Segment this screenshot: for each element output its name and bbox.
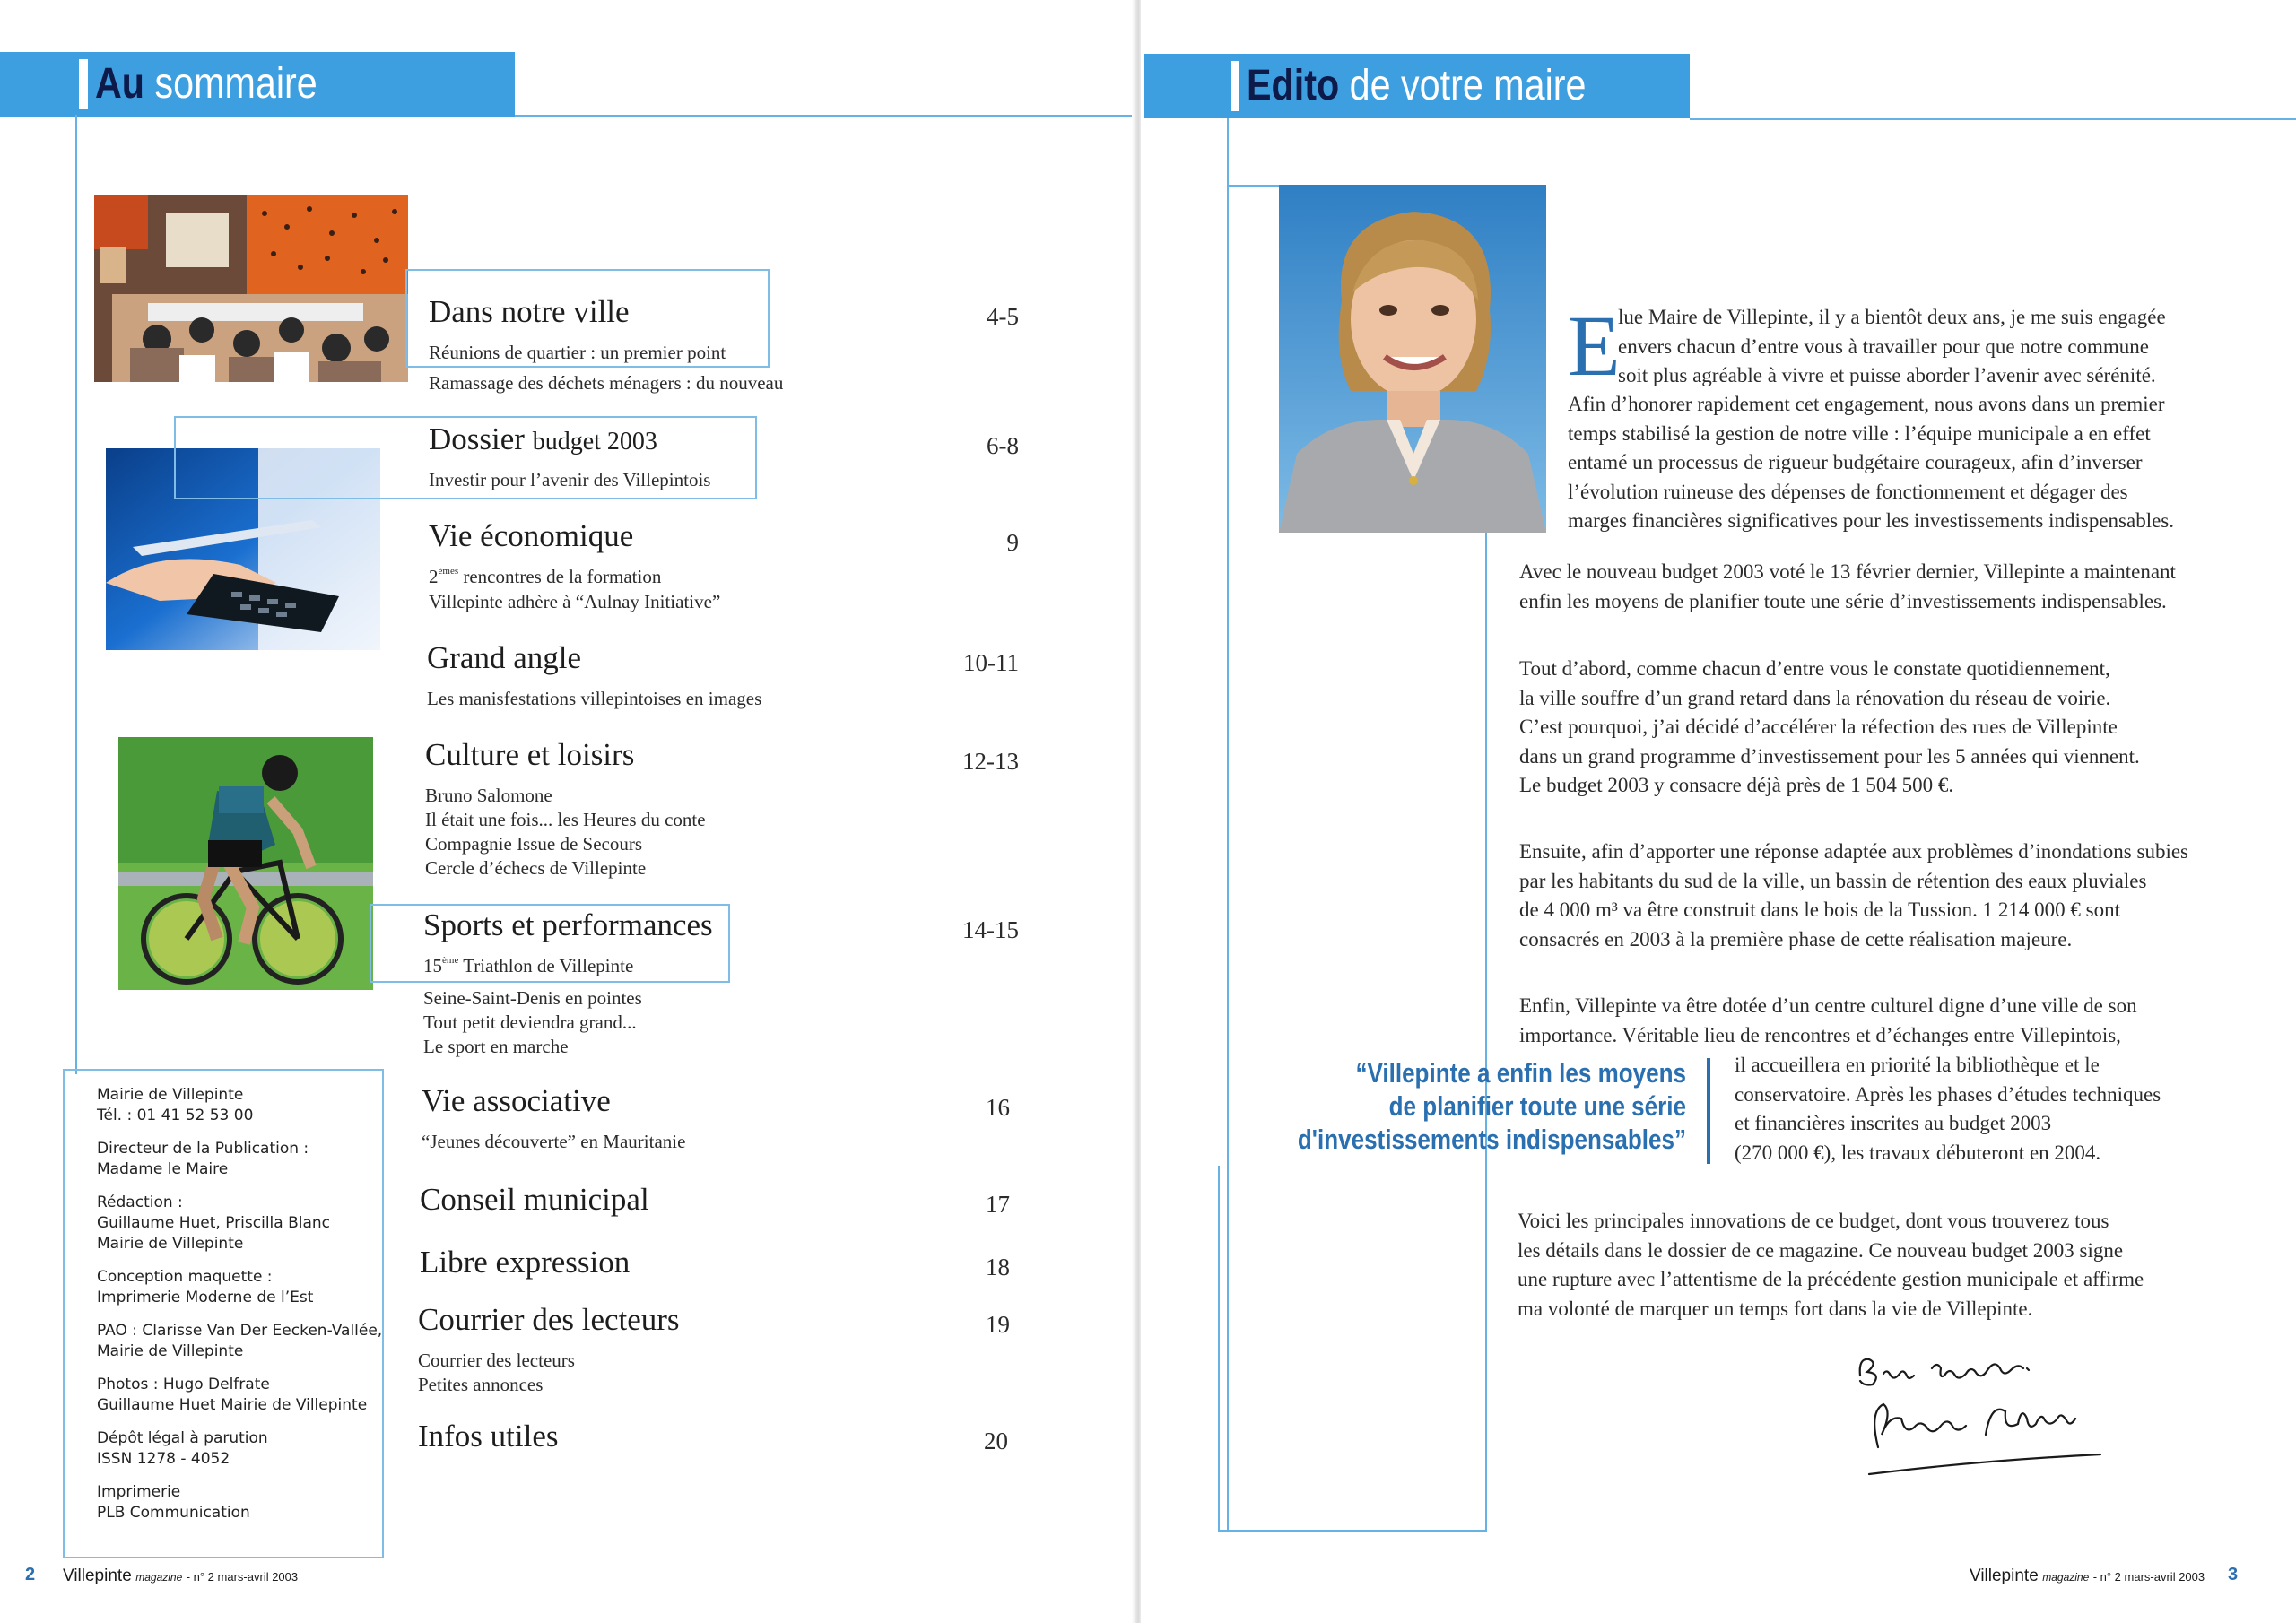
pull-quote: “Villepinte a enfin les moyens de planifier toute une série d'investissements indispensables”: [1297, 1057, 1686, 1155]
toc-title-culture-et-loisirs[interactable]: Culture et loisirs: [425, 737, 635, 772]
dropcap-letter: E: [1568, 298, 1621, 394]
toc-sub: Ramassage des déchets ménagers : du nouveau: [429, 372, 784, 394]
toc-sub: 2èmes rencontres de la formation: [429, 566, 662, 587]
banner-light-text: sommaire: [154, 60, 317, 108]
banner-strong-text: Edito: [1247, 62, 1340, 109]
toc-title-libre-expression[interactable]: Libre expression: [420, 1245, 631, 1280]
toc-page-number: 10-11: [963, 649, 1019, 676]
page-footer: Villepinte magazine - n° 2 mars-avril 2003: [1970, 1567, 2205, 1585]
toc-page-number: 14-15: [962, 916, 1019, 943]
edito-paragraph: Voici les principales innovations de ce budget, dont vous trouverez tous les détails dans le dossier de ce magazine. Ce nouveau budget 2003 signe une rupture avec l’attentisme de la précédente gestion municipale et affirme ma volonté de marquer un temps fort dans la vie de Villepinte.: [1518, 1210, 2144, 1320]
toc-sub: 15ème Triathlon de Villepinte: [423, 955, 634, 976]
banner-strong-text: Au: [95, 60, 145, 108]
credits-block: Conception maquette : Imprimerie Moderne de l’Est: [97, 1268, 314, 1306]
toc-sub: Réunions de quartier : un premier point: [429, 342, 726, 363]
toc-title-dans-notre-ville[interactable]: Dans notre ville: [429, 294, 630, 329]
toc-title-conseil-municipal[interactable]: Conseil municipal: [420, 1182, 649, 1217]
credits-block: Rédaction : Guillaume Huet, Priscilla Blanc Mairie de Villepinte: [97, 1193, 331, 1253]
left-page: [0, 0, 1137, 1623]
page-number: 3: [2228, 1565, 2239, 1584]
mayor-signature: [1851, 1349, 2111, 1483]
toc-title-sports-et-performances[interactable]: Sports et performances: [423, 907, 713, 942]
toc-title-grand-angle[interactable]: Grand angle: [427, 640, 582, 675]
toc-title-infos-utiles[interactable]: Infos utiles: [418, 1419, 559, 1454]
toc-sub: Courrier des lecteurs: [418, 1350, 575, 1371]
credits-block: PAO : Clarisse Van Der Eecken-Vallée, Mairie de Villepinte: [97, 1322, 383, 1360]
credits-block: Dépôt légal à parution ISSN 1278 - 4052: [97, 1429, 268, 1468]
credits-block: Mairie de Villepinte Tél. : 01 41 52 53 00: [97, 1086, 254, 1124]
edito-paragraph: Ensuite, afin d’apporter une réponse adaptée aux problèmes d’inondations subies par les habitants du sud de la ville, un bassin de rétention des eaux pluviales de 4 000 m³ va être construit dans le bois de la Tussion. 1 214 000 € sont consacrés en 2003 à la première phase de cette réalisation majeure.: [1519, 840, 2188, 950]
meeting-photo: [94, 195, 408, 382]
toc-page-number: 6-8: [987, 432, 1019, 459]
toc-sub: Le sport en marche: [423, 1036, 569, 1057]
banner-light-text: de votre maire: [1349, 62, 1587, 109]
toc-sub: Tout petit deviendra grand...: [423, 1011, 637, 1033]
toc-sub: Il était une fois... les Heures du conte: [425, 809, 706, 830]
page-footer: Villepinte magazine - n° 2 mars-avril 2003: [63, 1567, 299, 1585]
edito-banner: [1144, 54, 1690, 118]
edito-paragraph: Enfin, Villepinte va être dotée d’un centre culturel digne d’une ville de son importance. Véritable lieu de rencontres et d’échanges entre Villepintois,: [1519, 994, 2137, 1046]
edito-paragraph: Avec le nouveau budget 2003 voté le 13 février dernier, Villepinte a maintenant enfin les moyens de planifier toute une série d’investissements indispensables.: [1519, 560, 2176, 612]
toc-page-number: 17: [986, 1191, 1010, 1218]
toc-page-number: 19: [986, 1311, 1010, 1338]
toc-sub: Compagnie Issue de Secours: [425, 833, 643, 855]
toc-page-number: 4-5: [987, 303, 1019, 330]
page-number: 2: [25, 1565, 36, 1584]
toc-title-courrier-des-lecteurs[interactable]: Courrier des lecteurs: [418, 1302, 680, 1337]
toc-sub: Les manisfestations villepintoises en images: [427, 688, 762, 709]
toc-page-number: 18: [986, 1254, 1010, 1280]
credits-box: [97, 1085, 382, 1536]
credits-block: Photos : Hugo Delfrate Guillaume Huet Mairie de Villepinte: [97, 1376, 368, 1414]
edito-paragraph: Tout d’abord, comme chacun d’entre vous le constate quotidiennement, la ville souffre d’un grand retard dans la rénovation du réseau de voirie. C’est pourquoi, j’ai décidé d’accélérer la réfection des rues de Villepinte dans un grand programme d’investissement pour les 5 années qui viennent. Le budget 2003 y consacre déjà près de 1 504 500 €.: [1519, 657, 2140, 796]
credits-block: Directeur de la Publication : Madame le Maire: [97, 1140, 309, 1178]
toc-sub: Seine-Saint-Denis en pointes: [423, 987, 642, 1009]
toc-page-number: 16: [986, 1094, 1010, 1121]
toc-sub: Cercle d’échecs de Villepinte: [425, 857, 647, 879]
toc-page-number: 20: [984, 1428, 1008, 1454]
edito-rule: [1227, 118, 1229, 1530]
toc-sub: Petites annonces: [418, 1374, 544, 1395]
toc-page-number: 9: [1006, 529, 1019, 556]
toc-sub: “Jeunes découverte” en Mauritanie: [422, 1131, 686, 1152]
edito-paragraph: il accueillera en priorité la bibliothèque et le conservatoire. Après les phases d’études techniques et financières inscrites au budget 2003 (270 000 €), les travaux débuteront en 2004.: [1735, 1054, 2161, 1164]
toc-title-dossier[interactable]: Dossier budget 2003: [429, 421, 657, 456]
sommaire-banner: [0, 52, 515, 117]
toc-title-suffix: budget 2003: [532, 428, 657, 456]
mayor-portrait: [1279, 185, 1546, 533]
toc-title-vie-economique[interactable]: Vie économique: [429, 518, 634, 553]
toc-sub: Investir pour l’avenir des Villepintois: [429, 469, 711, 490]
credits-block: Imprimerie PLB Communication: [97, 1483, 250, 1522]
toc-page-number: 12-13: [962, 748, 1019, 775]
toc-title-vie-associative[interactable]: Vie associative: [422, 1083, 611, 1118]
pull-quote-bar: [1707, 1058, 1710, 1164]
cyclist-photo: [118, 737, 373, 990]
toc-sub: Bruno Salomone: [425, 785, 552, 806]
toc-sub: Villepinte adhère à “Aulnay Initiative”: [429, 591, 721, 612]
edito-paragraph: lue Maire de Villepinte, il y a bientôt deux ans, je me suis engagée envers chacun d’entre vous à travailler pour que notre commune soit plus agréable à vivre et puisse aborder l’avenir avec sérénité.: [1618, 306, 2166, 386]
edito-paragraph: Afin d’honorer rapidement cet engagement, nous avons dans un premier temps stabilisé la gestion de notre ville : l’équipe municipale a en effet entamé un processus de rigueur budgétaire courageux, afin d’inverser l’évolution ruineuse des dépenses de fonctionnement et dégager des marges financières significatives pour les investissements indispensables.: [1568, 393, 2175, 532]
